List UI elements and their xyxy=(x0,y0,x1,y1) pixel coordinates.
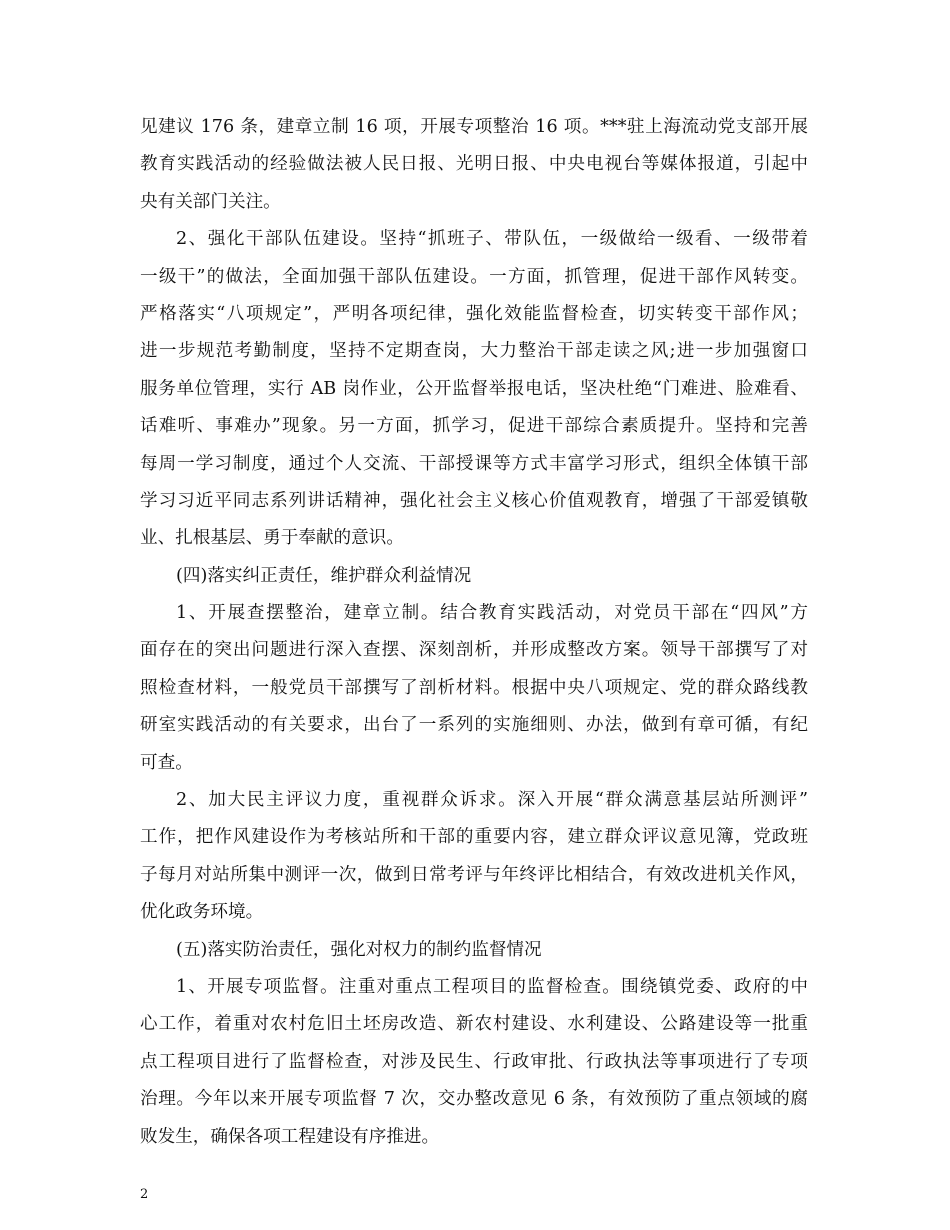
text-line: 心工作，着重对农村危旧土坯房改造、新农村建设、水利建设、公路建设等一批重 xyxy=(140,1014,808,1035)
section-heading: (四)落实纠正责任，维护群众利益情况 xyxy=(176,565,472,586)
text-line: 严格落实“八项规定”，严明各项纪律，强化效能监督检查，切实转变干部作风； xyxy=(140,303,808,324)
page-number: 2 xyxy=(140,1187,149,1202)
text-line: 2、加大民主评议力度，重视群众诉求。深入开展“群众满意基层站所测评” xyxy=(176,790,808,811)
text-line: 败发生，确保各项工程建设有序推进。 xyxy=(140,1126,440,1147)
text-line: 点工程项目进行了监督检查，对涉及民生、行政审批、行政执法等事项进行了专项 xyxy=(140,1051,808,1072)
paragraph xyxy=(140,969,808,1156)
text-line: 学习习近平同志系列讲话精神，强化社会主义核心价值观教育，增强了干部爱镇敬 xyxy=(140,490,808,511)
text-line: 见建议 176 条，建章立制 16 项，开展专项整治 16 项。***驻上海流动党支部开展 xyxy=(140,117,808,137)
text-line: 可查。 xyxy=(140,752,193,773)
text-line: 2、强化干部队伍建设。坚持“抓班子、带队伍，一级做给一级看、一级带着 xyxy=(176,229,808,250)
text-line: 1、开展专项监督。注重对重点工程项目的监督检查。围绕镇党委、政府的中 xyxy=(176,976,808,997)
paragraph xyxy=(140,782,808,932)
text-line: 面存在的突出问题进行深入查摆、深刻剖析，并形成整改方案。领导干部撰写了对 xyxy=(140,640,808,661)
section-heading: (五)落实防治责任，强化对权力的制约监督情况 xyxy=(176,939,542,960)
paragraph xyxy=(140,595,808,782)
paragraph xyxy=(140,109,808,221)
text-line: 话难听、事难办”现象。另一方面，抓学习，促进干部综合素质提升。坚持和完善 xyxy=(140,416,808,437)
text-line: 照检查材料，一般党员干部撰写了剖析材料。根据中央八项规定、党的群众路线教 xyxy=(140,677,808,698)
document-body xyxy=(140,109,808,1156)
text-line: 服务单位管理，实行 AB 岗作业，公开监督举报电话，坚决杜绝“门难进、脸难看、 xyxy=(140,378,808,399)
text-line: 1、开展查摆整治，建章立制。结合教育实践活动，对党员干部在“四风”方 xyxy=(176,603,808,624)
text-line: 优化政务环境。 xyxy=(140,902,264,923)
text-line: 治理。今年以来开展专项监督 7 次，交办整改意见 6 条，有效预防了重点领域的腐 xyxy=(140,1089,808,1110)
text-line: 进一步规范考勤制度，坚持不定期查岗，大力整治干部走读之风;进一步加强窗口 xyxy=(140,341,808,362)
text-line: 每周一学习制度，通过个人交流、干部授课等方式丰富学习形式，组织全体镇干部 xyxy=(140,453,808,474)
text-line: 子每月对站所集中测评一次，做到日常考评与年终评比相结合，有效改进机关作风， xyxy=(140,864,808,885)
text-line: 教育实践活动的经验做法被人民日报、光明日报、中央电视台等媒体报道，引起中 xyxy=(140,154,808,175)
text-line: 业、扎根基层、勇于奉献的意识。 xyxy=(140,528,404,549)
text-line: 研室实践活动的有关要求，出台了一系列的实施细则、办法，做到有章可循，有纪 xyxy=(140,715,808,736)
text-line: 央有关部门关注。 xyxy=(140,191,281,212)
text-line: 工作，把作风建设作为考核站所和干部的重要内容，建立群众评议意见簿，党政班 xyxy=(140,827,808,848)
paragraph xyxy=(140,221,808,558)
text-line: 一级干”的做法，全面加强干部队伍建设。一方面，抓管理，促进干部作风转变。 xyxy=(140,266,808,287)
